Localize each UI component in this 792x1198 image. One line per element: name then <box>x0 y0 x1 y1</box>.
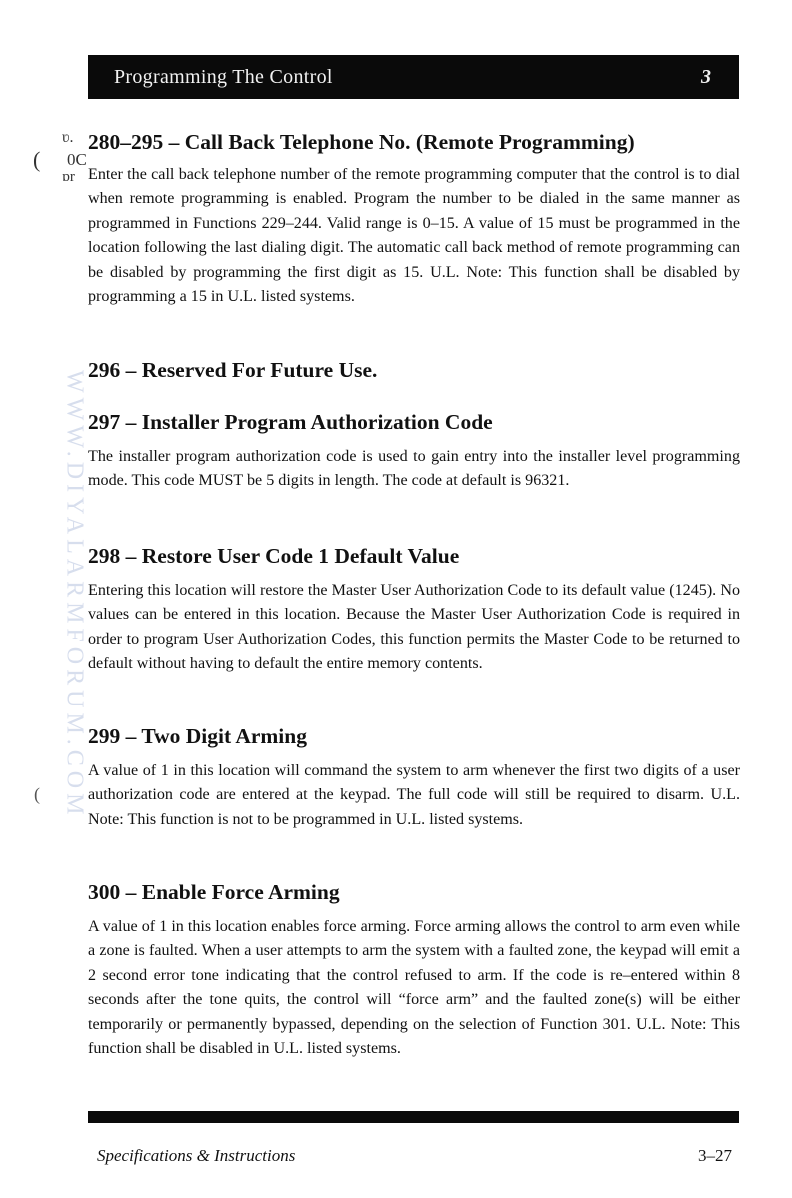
section-heading: 298 – Restore User Code 1 Default Value <box>88 544 460 568</box>
section-heading: 297 – Installer Program Authorization Code <box>88 410 493 434</box>
section-body: A value of 1 in this location enables force arming. Force arming allows the control to arm even while a zone is faulted. When a user attempts to arm the system with a faulted zone, the keypad will emit a 2 second error tone indicating that the control refused to arm. If the code is re–entered within 8 seconds after the tone quits, the control will “force arm” and the faulted zone(s) will be either temporarily or permanently bypassed, depending on the selection of Function 301. U.L. Note: This function shall be disabled in U.L. listed systems. <box>88 918 740 1058</box>
chapter-header-bar <box>88 55 739 99</box>
margin-paren: ( <box>33 147 41 172</box>
chapter-number: 3 <box>701 65 711 88</box>
watermark-text: WWW.DIYALARMFORUM.COM <box>61 370 88 820</box>
footer-rule <box>88 1111 739 1123</box>
margin-paren: ( <box>34 784 40 804</box>
section-body: The installer program authorization code is used to gain entry into the installer level programming mode. This code MUST be 5 digits in length. The code at default is 96321. <box>88 448 740 490</box>
section-298 <box>88 543 740 677</box>
footer-doc-title: Specifications & Instructions <box>97 1146 296 1165</box>
section-body: A value of 1 in this location will command the system to arm whenever the first two digits of a user authorization code are entered at the keypad. The full code will still be required to disarm. U.L. Note: This function is not to be programmed in U.L. listed systems. <box>88 762 740 828</box>
page-number: 3–27 <box>698 1146 732 1165</box>
watermark <box>62 335 86 855</box>
margin-scribble: ɒr <box>62 169 75 185</box>
section-299 <box>88 723 740 832</box>
section-300 <box>88 879 740 1061</box>
section-280-295 <box>88 129 740 309</box>
chapter-title: Programming The Control <box>114 65 333 88</box>
section-297 <box>88 409 740 494</box>
section-heading: 300 – Enable Force Arming <box>88 880 340 904</box>
section-heading: 299 – Two Digit Arming <box>88 724 307 748</box>
margin-scribble: 0C <box>67 150 87 169</box>
section-heading: 280–295 – Call Back Telephone No. (Remote Programming) <box>88 130 635 154</box>
section-296 <box>88 357 740 393</box>
section-body: Entering this location will restore the Master User Authorization Code to its default value (1245). No values can be entered in this location. Because the Master User Authorization Code is required in order to program User Authorization Codes, this function permits the Master Code to be returned to default without having to default the entire memory contents. <box>88 582 740 673</box>
section-body: Enter the call back telephone number of the remote programming computer that the control is to dial when remote programming is enabled. Program the number to be dialed in the same manner as programmed in Functions 229–244. Valid range is 0–15. A value of 15 must be programmed in the location following the last dialing digit. The automatic call back method of remote programming can be disabled by programming the first digit as 15. U.L. Note: This function shall be disabled by programming a 15 in U.L. listed systems. <box>88 166 740 306</box>
margin-scribble: ʋ. <box>62 129 74 146</box>
section-heading: 296 – Reserved For Future Use. <box>88 358 378 382</box>
